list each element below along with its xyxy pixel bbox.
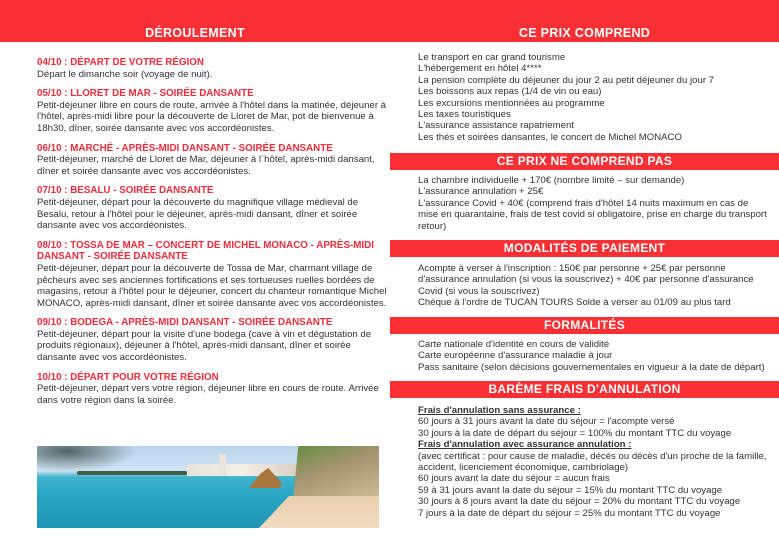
day-text: Petit-déjeuner libre en cours de route, arrivée à l'hôtel dans la matinée, déjeuner à l'hôtel, après-midi libre pour la découverte de Lloret de Mar, pot de bienvenue à 18h30, dîner, soirée dansante avec vos accordéonistes. — [37, 99, 387, 134]
day-text: Départ le dimanche soir (voyage de nuit). — [37, 68, 213, 80]
day-text: Petit-déjeuner, départ pour la visite d'une bodega (cave à vin et dégustation de produits régionaux), déjeuner à l'hôtel, après-midi dansant, dîner et soirée dansante avec vos accordéonistes. — [37, 328, 372, 364]
cancellation-subtitle-without: Frais d'annulation sans assurance : — [418, 405, 581, 416]
day-title: 04/10 : DÉPART DE VOTRE RÉGION — [37, 57, 204, 68]
day-text: Petit-déjeuner, départ vers votre région, déjeuner libre en cours de route. Arrivée dans votre région dans la soirée. — [37, 383, 379, 406]
cancellation-item: 30 jours à la date de départ du séjour = 100% du montant TTC du voyage — [418, 427, 732, 439]
cancellation-list — [418, 405, 768, 519]
not-included-item: La chambre individuelle + 170€ (nombre limité – sur demande) — [418, 175, 685, 186]
payment-item: Acompte à verser à l'inscription : 150€ par personne + 25€ par personne d'assurance annulation (si vous la souscrivez) + 40€ par personne d'assurance Covid (si vous la souscrivez) — [418, 263, 754, 297]
cancellation-subtitle-with: Frais d'annulation avec assurance annulation : — [418, 439, 632, 451]
sand-beach-shape — [229, 496, 379, 528]
included-item: Les thés et soirées dansantes, le concert de Michel MONACO — [418, 131, 682, 143]
day-text: Petit-déjeuner, marché de Lloret de Mar, déjeuner à l´hôtel, après-midi dansant, dîner et soirée dansante avec vos accordéonistes. — [37, 154, 375, 177]
included-item: Les excursions mentionnées au programme — [418, 97, 605, 109]
included-item: L'assurance assistance rapatriement — [418, 120, 574, 132]
section-title-paiement: MODALITÉS DE PAIEMENT — [390, 240, 779, 257]
not-included-item: L'assurance Covid + 40€ (comprend frais d'hôtel 14 nuits maximum en cas de mise en quarantaine, frais de test covid si obligatoire, prise en charge du transport retour) — [418, 197, 767, 232]
day-item — [37, 372, 387, 407]
day-item — [37, 185, 387, 231]
pine-branch-shape — [37, 446, 137, 472]
day-title: 08/10 : TOSSA DE MAR – CONCERT DE MICHEL MONACO - APRÈS-MIDI DANSANT - SOIRÉE DANSANTE — [37, 239, 374, 263]
day-item — [37, 240, 387, 310]
day-text: Petit-déjeuner, départ pour la découverte de Tossa de Mar, charmant village de pêcheurs avec ses anciennes fortifications et ses tortueuses ruelles bordées de magasins, retour à l'hôtel pour le déjeuner, concert du chanteur romantique Michel MONACO, après-midi dansant, dîner et soirée dansante avec vos accordéonistes. — [37, 262, 387, 309]
cancellation-item: 60 jours à 31 jours avant la date du séjour = l'acompte versé — [418, 416, 675, 428]
distant-land-shape — [77, 471, 187, 475]
cancellation-item: 60 jours avant la date du séjour = aucun frais — [418, 473, 610, 485]
formality-item: Carte européenne d'assurance maladie à jour — [418, 350, 613, 362]
itinerary — [37, 57, 387, 414]
cancellation-item: 7 jours à la date de départ du séjour = 25% du montant TTC du voyage — [418, 507, 721, 519]
included-item: La pension complète du déjeuner du jour 2 au petit déjeuner du jour 7 — [418, 74, 715, 86]
payment-item: Chèque à l'ordre de TUCAN TOURS Solde à verser au 01/09 au plus tard — [418, 297, 731, 309]
included-list — [418, 52, 768, 143]
day-text: Petit-déjeuner, départ pour la découverte du magnifique village médieval de Besalu, retour à l'hôtel pour le déjeuner, après-midi dansant, dîner et soirée dansante avec vos accordéonistes. — [37, 196, 359, 232]
city-skyline-shape — [187, 464, 297, 476]
section-title-ne-comprend-pas: CE PRIX NE COMPREND PAS — [390, 153, 779, 170]
section-title-annulation: BARÈME FRAIS D'ANNULATION — [390, 381, 779, 398]
day-title: 10/10 : DÉPART POUR VOTRE RÉGION — [37, 371, 219, 383]
included-item: Les taxes touristiques — [418, 109, 511, 121]
beach-photo — [37, 446, 379, 528]
included-item: L'hébergement en hôtel 4**** — [418, 63, 542, 75]
day-title: 05/10 : LLORET DE MAR - SOIRÉE DANSANTE — [37, 88, 254, 100]
included-item: Le transport en car grand tourisme — [418, 52, 566, 63]
day-title: 09/10 : BODEGA - APRÈS-MIDI DANSANT - SOIRÉE DANSANTE — [37, 317, 333, 329]
day-item — [37, 88, 387, 134]
day-item — [37, 143, 387, 178]
day-item — [37, 57, 387, 80]
payment-list — [418, 263, 768, 309]
included-item: Les boissons aux repas (1/4 de vin ou eau) — [418, 86, 602, 98]
cancellation-item: 30 jours à 8 jours avant la date du séjour = 20% du montant TTC du voyage — [418, 496, 741, 508]
day-title: 07/10 : BESALU - SOIRÉE DANSANTE — [37, 185, 214, 197]
section-title-deroulement: DÉROULEMENT — [145, 26, 245, 40]
formality-item: Pass sanitaire (selon décisions gouvernementales en vigueur à la date de départ) — [418, 361, 765, 373]
section-title-ce-prix-comprend: CE PRIX COMPREND — [518, 26, 651, 40]
cancellation-item: 59 à 31 jours avant la date du séjour = 15% du montant TTC du voyage — [418, 484, 723, 496]
day-item — [37, 317, 387, 363]
formalities-list — [418, 339, 768, 373]
section-title-formalites: FORMALITÉS — [390, 317, 779, 334]
not-included-list — [418, 175, 768, 232]
formality-item: Carte nationale d'identité en cours de validité — [418, 339, 610, 350]
cancellation-item: (avec certificat : pour cause de maladie, décès ou décès d'un proche de la famille, accident, licenciement économique, cambriolage) — [418, 450, 767, 474]
tower-shape — [219, 454, 226, 476]
not-included-item: L'assurance annulation + 25€ — [418, 186, 544, 198]
day-title: 06/10 : MARCHÉ - APRÈS-MIDI DANSANT - SOIRÉE DANSANTE — [37, 142, 333, 154]
